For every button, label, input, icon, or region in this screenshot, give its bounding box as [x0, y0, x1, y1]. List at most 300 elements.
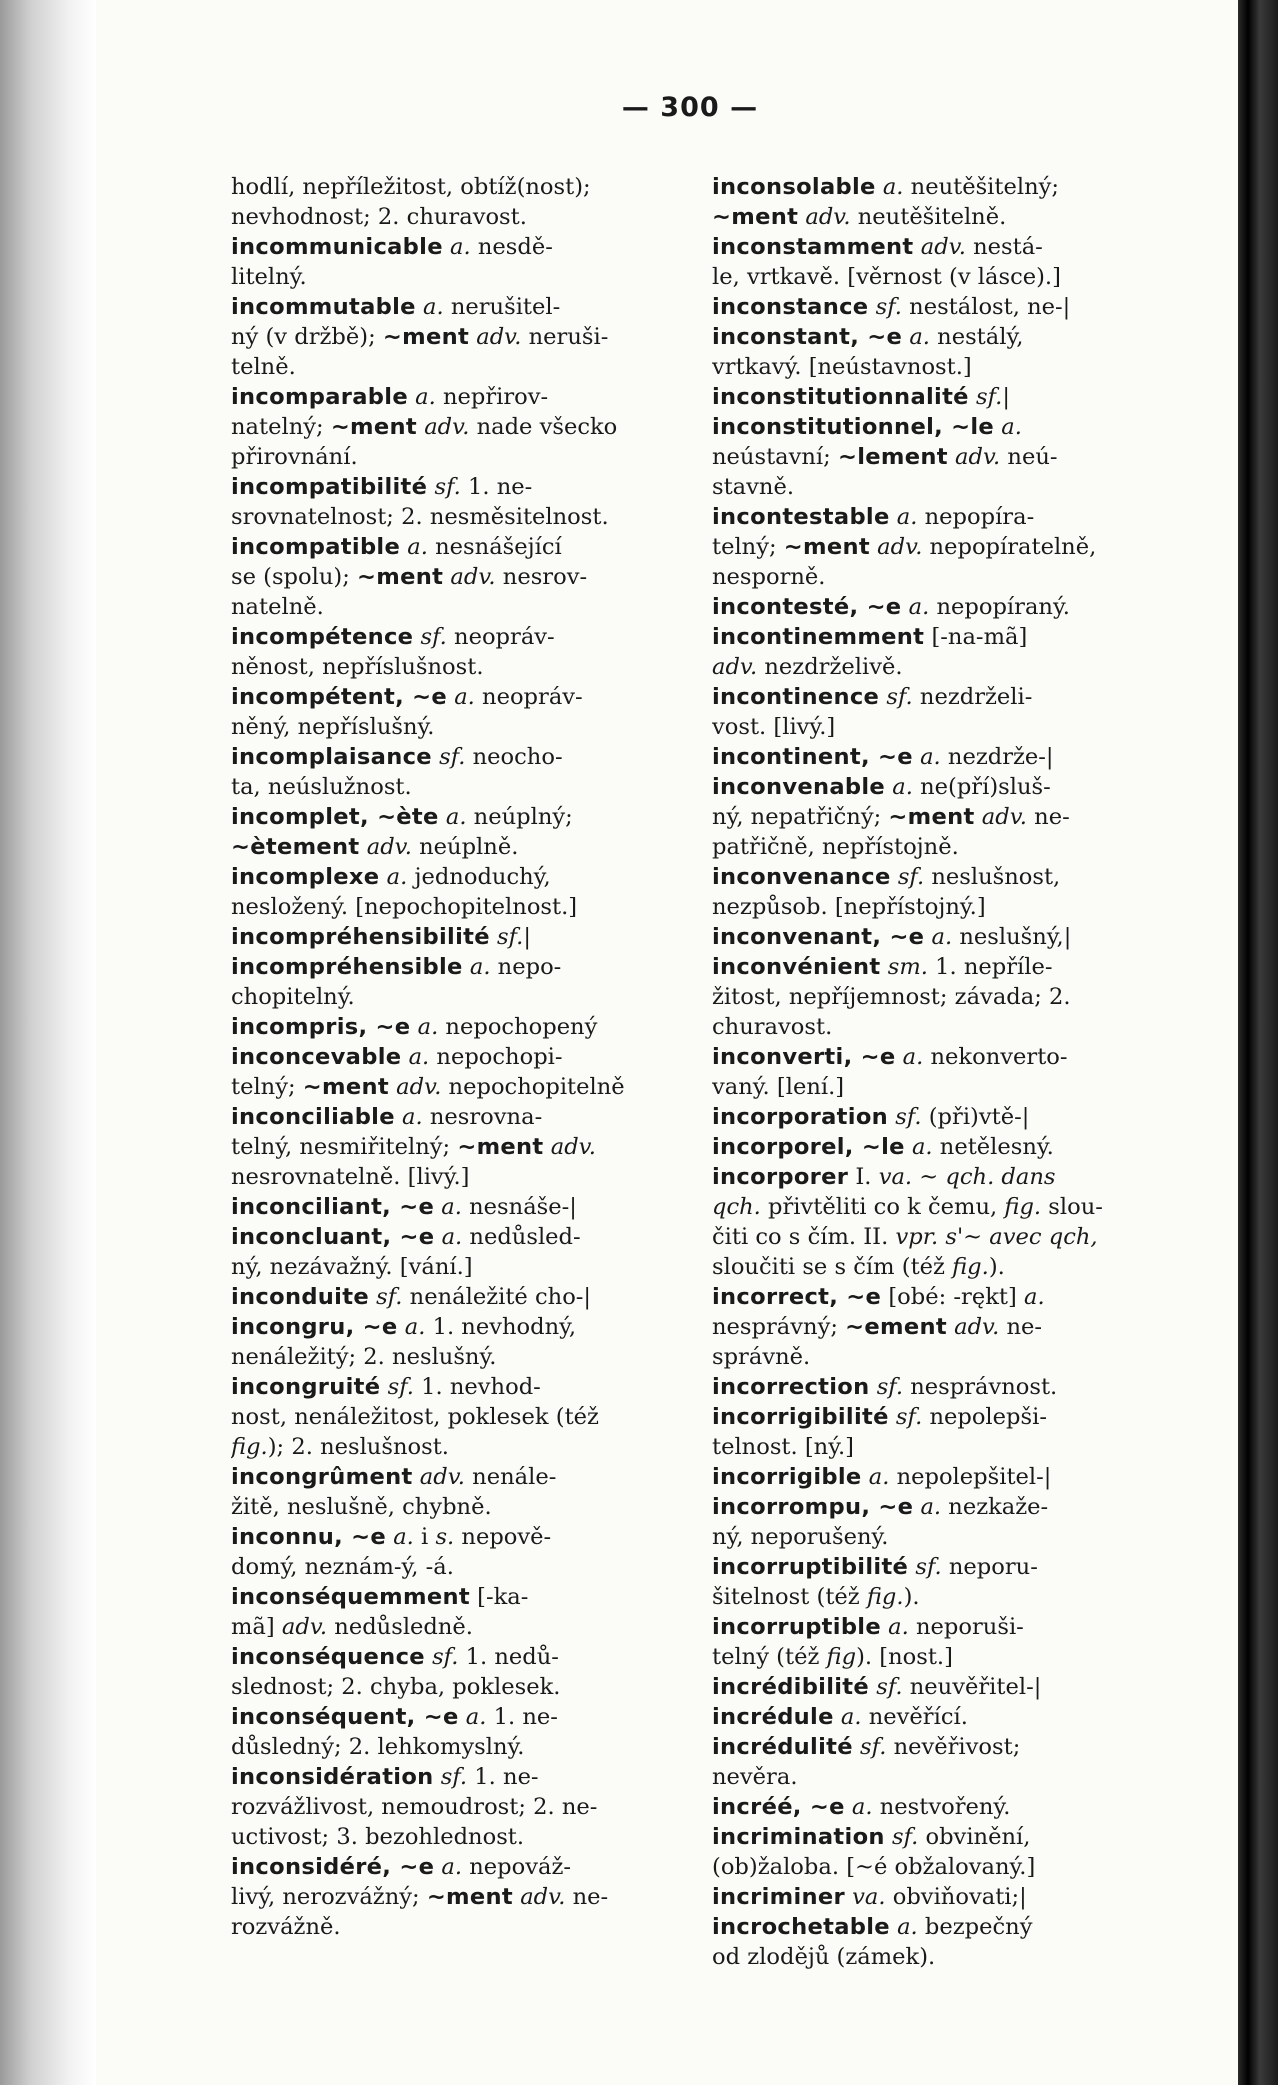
- grammar-label: a.: [469, 954, 491, 980]
- definition-text: [876, 174, 883, 200]
- dictionary-line: [231, 1732, 693, 1762]
- grammar-label: a.: [393, 1524, 414, 1550]
- grammar-label: sf.: [976, 384, 1003, 410]
- definition-text: něný, nepříslušný.: [231, 714, 435, 740]
- grammar-label: a.: [415, 384, 436, 410]
- definition-text: srovnatelnost; 2. nesměsitelnost.: [231, 504, 609, 530]
- headword: ~ment: [783, 534, 870, 560]
- definition-text: slou-: [1041, 1194, 1103, 1220]
- dictionary-line: [231, 1822, 693, 1852]
- headword: incomplexe: [231, 864, 380, 890]
- headword: ~lement: [837, 444, 948, 470]
- grammar-label: a.: [445, 804, 467, 830]
- definition-text: [890, 1914, 897, 1940]
- headword: inconvenance: [712, 864, 891, 890]
- grammar-label: a.: [404, 1314, 426, 1340]
- headword: incrimination: [712, 1824, 885, 1850]
- definition-text: neporuši-: [908, 1614, 1024, 1640]
- definition-text: 1. ne-: [486, 1704, 558, 1730]
- headword: incriminer: [712, 1884, 845, 1910]
- dictionary-line: [712, 562, 1174, 592]
- headword: ~ment: [357, 564, 444, 590]
- grammar-label: sf.: [895, 1104, 922, 1130]
- definition-text: [-ka-: [469, 1584, 529, 1610]
- scan-left-margin: [0, 0, 96, 2085]
- dictionary-line: [712, 262, 1174, 292]
- headword: ~ment: [457, 1134, 544, 1160]
- dictionary-line: [712, 352, 1174, 382]
- definition-text: [434, 1764, 441, 1790]
- dictionary-line: [231, 382, 693, 412]
- definition-text: [890, 504, 897, 530]
- headword: inconstamment: [712, 234, 914, 260]
- definition-text: 1. ne-: [467, 1764, 539, 1790]
- definition-text: ).: [903, 1584, 920, 1610]
- dictionary-line: [712, 1072, 1174, 1102]
- grammar-label: adv.: [920, 234, 966, 260]
- grammar-label: qch.: [712, 1194, 761, 1220]
- definition-text: [395, 1104, 402, 1130]
- headword: incrochetable: [712, 1914, 890, 1940]
- definition-text: [948, 444, 955, 470]
- dictionary-line: [231, 1762, 693, 1792]
- definition-text: rozvážlivost, nemoudrost; 2. ne-: [231, 1794, 598, 1820]
- definition-text: domý, neznám-ý, -á.: [231, 1554, 454, 1580]
- grammar-label: a.: [402, 1104, 423, 1130]
- definition-text: se (spolu);: [231, 564, 358, 590]
- scan-right-edge: [1238, 0, 1278, 2085]
- dictionary-line: [712, 1402, 1174, 1432]
- grammar-label: sf.: [420, 624, 447, 650]
- headword: incréé, ~e: [712, 1794, 845, 1820]
- definition-text: [895, 1044, 902, 1070]
- definition-text: [459, 1704, 466, 1730]
- definition-text: telně.: [231, 354, 296, 380]
- definition-text: nepopíratelně,: [922, 534, 1097, 560]
- grammar-label: a.: [909, 324, 930, 350]
- headword: incompatibilité: [231, 474, 428, 500]
- dictionary-line: [231, 1072, 693, 1102]
- dictionary-line: [231, 982, 693, 1012]
- grammar-label: a.: [908, 594, 930, 620]
- definition-text: ný, neporušený.: [712, 1524, 889, 1550]
- definition-text: nestálost, ne-|: [901, 294, 1071, 320]
- dictionary-line: [231, 1342, 693, 1372]
- dictionary-line: [712, 622, 1174, 652]
- headword: inconsolable: [712, 174, 876, 200]
- definition-text: slednost; 2. chyba, poklesek.: [231, 1674, 561, 1700]
- definition-text: hodlí, nepříležitost, obtíž(nost);: [231, 174, 591, 200]
- definition-text: žitě, neslušně, chybně.: [231, 1494, 492, 1520]
- definition-text: 1. nepříle-: [927, 954, 1053, 980]
- definition-text: neporu-: [941, 1554, 1038, 1580]
- definition-text: [870, 1374, 877, 1400]
- grammar-label: adv.: [419, 1464, 465, 1490]
- definition-text: 1. nevhod-: [413, 1374, 541, 1400]
- definition-text: správně.: [712, 1344, 811, 1370]
- definition-text: [924, 924, 931, 950]
- headword: incongruité: [231, 1374, 381, 1400]
- definition-text: neopráv-: [474, 684, 583, 710]
- definition-text: ne-: [565, 1884, 609, 1910]
- headword: incontinence: [712, 684, 880, 710]
- grammar-label: a.: [441, 1854, 463, 1880]
- grammar-label: a.: [902, 1044, 924, 1070]
- dictionary-line: [231, 1492, 693, 1522]
- dictionary-line: [231, 502, 693, 532]
- definition-text: nepově-: [454, 1524, 552, 1550]
- definition-text: nezdrželivě.: [757, 654, 903, 680]
- page-number: — 300 —: [621, 92, 759, 123]
- grammar-label: sf.: [895, 1404, 923, 1430]
- dictionary-line: [231, 652, 693, 682]
- grammar-label: sf.: [376, 1284, 403, 1310]
- dictionary-line: [712, 742, 1174, 772]
- headword: incorrigible: [712, 1464, 862, 1490]
- dictionary-line: [231, 1612, 693, 1642]
- headword: ~ment: [382, 324, 470, 350]
- definition-text: nenáležité cho-|: [402, 1284, 592, 1310]
- definition-text: nepopíra-: [917, 504, 1035, 530]
- definition-text: od zlodějů (zámek).: [712, 1944, 936, 1970]
- definition-text: [425, 1644, 432, 1670]
- dictionary-line: [712, 922, 1174, 952]
- definition-text: bezpečný: [917, 1914, 1033, 1940]
- headword: inconstitutionnalité: [712, 384, 969, 410]
- dictionary-line: [712, 772, 1174, 802]
- definition-text: obviňovati;|: [885, 1884, 1027, 1910]
- definition-text: vost. [livý.]: [712, 714, 836, 740]
- headword: incrédulité: [712, 1734, 853, 1760]
- definition-text: neslušnost,: [924, 864, 1061, 890]
- grammar-label: a.: [868, 1464, 890, 1490]
- dictionary-line: [231, 742, 693, 772]
- dictionary-line: [712, 1852, 1174, 1882]
- headword: inconciliant, ~e: [231, 1194, 435, 1220]
- definition-text: nesrov-: [495, 564, 588, 590]
- headword: inconduite: [231, 1284, 369, 1310]
- headword: inconnu, ~e: [231, 1524, 387, 1550]
- definition-text: [853, 1734, 860, 1760]
- definition-text: telnost. [ný.]: [712, 1434, 854, 1460]
- definition-text: ne-: [999, 1314, 1043, 1340]
- definition-text: [413, 624, 420, 650]
- dictionary-line: [712, 1522, 1174, 1552]
- grammar-label: sf.: [891, 1824, 919, 1850]
- definition-text: telný;: [712, 534, 784, 560]
- definition-text: nepochopitelně: [441, 1074, 625, 1100]
- headword: incorruptible: [712, 1614, 881, 1640]
- definition-text: nepolepšitel-|: [889, 1464, 1052, 1490]
- dictionary-line: [712, 472, 1174, 502]
- definition-text: neopráv-: [446, 624, 555, 650]
- dictionary-line: [231, 1132, 693, 1162]
- grammar-label: adv.: [955, 444, 1001, 470]
- definition-text: žitost, nepříjemnost; závada; 2.: [712, 984, 1071, 1010]
- dictionary-line: [231, 1402, 693, 1432]
- grammar-label: sf.: [876, 1374, 904, 1400]
- grammar-label: a.: [386, 864, 408, 890]
- headword: incorporation: [712, 1104, 889, 1130]
- definition-text: [obé: -rękt]: [881, 1284, 1024, 1310]
- grammar-label: a.: [920, 744, 941, 770]
- headword: incompatible: [231, 534, 401, 560]
- definition-text: i: [413, 1524, 436, 1550]
- definition-text: nenáležitý; 2. neslušný.: [231, 1344, 497, 1370]
- dictionary-line: [712, 1432, 1174, 1462]
- grammar-label: sf.: [860, 1734, 887, 1760]
- grammar-label: a.: [407, 534, 428, 560]
- grammar-label: vpr. s'~ avec qch,: [895, 1224, 1098, 1250]
- definition-text: nestálý,: [929, 324, 1024, 350]
- grammar-label: sf.: [875, 294, 902, 320]
- grammar-label: adv.: [981, 804, 1027, 830]
- definition-text: [889, 1404, 896, 1430]
- dictionary-line: [712, 322, 1174, 352]
- definition-text: rozvážně.: [231, 1914, 341, 1940]
- definition-text: [891, 864, 898, 890]
- headword: ~ètement: [231, 834, 360, 860]
- definition-text: |: [1002, 384, 1010, 410]
- dictionary-line: [231, 202, 693, 232]
- grammar-label: a.: [920, 1494, 942, 1520]
- headword: incorrigibilité: [712, 1404, 889, 1430]
- definition-text: nesprávný;: [712, 1314, 846, 1340]
- dictionary-line: [712, 1792, 1174, 1822]
- grammar-label: a.: [417, 1014, 439, 1040]
- dictionary-line: [231, 622, 693, 652]
- definition-text: [398, 1314, 405, 1340]
- grammar-label: a.: [450, 234, 471, 260]
- dictionary-line: [712, 1492, 1174, 1522]
- grammar-label: a.: [892, 774, 913, 800]
- headword: inconcluant, ~e: [231, 1224, 435, 1250]
- definition-text: neutěšitelně.: [850, 204, 1007, 230]
- headword: incomplet, ~ète: [231, 804, 439, 830]
- definition-text: [490, 924, 497, 950]
- grammar-label: sf.: [897, 864, 925, 890]
- definition-text: vaný. [lení.]: [712, 1074, 845, 1100]
- definition-text: jednoduchý,: [407, 864, 551, 890]
- headword: incomparable: [231, 384, 408, 410]
- dictionary-line: [231, 892, 693, 922]
- grammar-label: a.: [851, 1794, 873, 1820]
- definition-text: [544, 1134, 551, 1160]
- headword: incontesté, ~e: [712, 594, 902, 620]
- definition-text: [975, 804, 982, 830]
- dictionary-line: [712, 1372, 1174, 1402]
- grammar-label: a.: [441, 1194, 462, 1220]
- dictionary-line: [231, 1702, 693, 1732]
- definition-text: natelně.: [231, 594, 324, 620]
- headword: inconsidéré, ~e: [231, 1854, 435, 1880]
- dictionary-line: [231, 472, 693, 502]
- headword: incompréhensible: [231, 954, 463, 980]
- definition-text: nevěřivost;: [886, 1734, 1021, 1760]
- definition-text: ný, nezávažný. [vání.]: [231, 1254, 473, 1280]
- grammar-label: a.: [931, 924, 953, 950]
- dictionary-line: [712, 892, 1174, 922]
- dictionary-line: [231, 232, 693, 262]
- definition-text: nenále-: [464, 1464, 557, 1490]
- headword: incontestable: [712, 504, 890, 530]
- dictionary-line: [712, 382, 1174, 412]
- definition-text: [-na-mã]: [924, 624, 1028, 650]
- headword: inconvenant, ~e: [712, 924, 925, 950]
- dictionary-line: [712, 592, 1174, 622]
- dictionary-line: [231, 1042, 693, 1072]
- dictionary-line: [231, 1372, 693, 1402]
- dictionary-line: [231, 1162, 693, 1192]
- dictionary-line: [231, 592, 693, 622]
- definition-text: nesnáše-|: [461, 1194, 577, 1220]
- definition-text: nedůsledně.: [327, 1614, 473, 1640]
- dictionary-line: [712, 1912, 1174, 1942]
- definition-text: natelný;: [231, 414, 331, 440]
- grammar-label: adv.: [366, 834, 412, 860]
- definition-text: nezdrželi-: [912, 684, 1033, 710]
- definition-text: litelný.: [231, 264, 307, 290]
- definition-text: nekonverto-: [923, 1044, 1068, 1070]
- headword: incontinemment: [712, 624, 925, 650]
- headword: inconstance: [712, 294, 869, 320]
- dictionary-line: [231, 532, 693, 562]
- headword: ~ment: [302, 1074, 389, 1100]
- dictionary-line: [712, 1012, 1174, 1042]
- dictionary-line: [712, 412, 1174, 442]
- grammar-label: adv.: [712, 654, 758, 680]
- definition-text: nezdrže-|: [940, 744, 1054, 770]
- dictionary-line: [231, 1882, 693, 1912]
- definition-text: [914, 234, 921, 260]
- definition-text: [881, 954, 888, 980]
- headword: incorrompu, ~e: [712, 1494, 914, 1520]
- definition-text: [401, 1044, 408, 1070]
- definition-text: nestá-: [965, 234, 1043, 260]
- definition-text: [969, 384, 976, 410]
- dictionary-line: [712, 172, 1174, 202]
- definition-text: le, vrtkavě. [věrnost (v lásce).]: [712, 264, 1061, 290]
- dictionary-line: [231, 1792, 693, 1822]
- grammar-label: fig.: [1004, 1194, 1042, 1220]
- dictionary-line: [231, 262, 693, 292]
- definition-text: churavost.: [712, 1014, 833, 1040]
- dictionary-line: [231, 1312, 693, 1342]
- dictionary-line: [712, 1132, 1174, 1162]
- definition-text: patřičně, nepřístojně.: [712, 834, 959, 860]
- grammar-label: a.: [840, 1704, 862, 1730]
- definition-text: [868, 294, 875, 320]
- dictionary-line: [231, 1642, 693, 1672]
- headword: ~ment: [426, 1884, 514, 1910]
- definition-text: uctivost; 3. bezohlednost.: [231, 1824, 525, 1850]
- headword: inconséquence: [231, 1644, 425, 1670]
- definition-text: 1. nevhodný,: [425, 1314, 577, 1340]
- dictionary-line: [712, 502, 1174, 532]
- right-column: [712, 172, 1174, 1972]
- definition-text: chopitelný.: [231, 984, 355, 1010]
- grammar-label: sf.: [387, 1374, 414, 1400]
- grammar-label: sf.: [440, 1764, 468, 1790]
- headword: incompétence: [231, 624, 414, 650]
- definition-text: ); 2. neslušnost.: [267, 1434, 449, 1460]
- headword: inconséquent, ~e: [231, 1704, 459, 1730]
- grammar-label: adv.: [520, 1884, 566, 1910]
- definition-text: nost, nenáležitost, poklesek (též: [231, 1404, 599, 1430]
- grammar-label: sf.: [432, 1644, 459, 1670]
- definition-text: stavně.: [712, 474, 795, 500]
- dictionary-line: [712, 1762, 1174, 1792]
- grammar-label: a.: [896, 504, 918, 530]
- dictionary-line: [231, 292, 693, 322]
- definition-text: telný;: [231, 1074, 303, 1100]
- grammar-label: adv.: [954, 1314, 1000, 1340]
- definition-text: [845, 1794, 852, 1820]
- dictionary-line: [712, 832, 1174, 862]
- definition-text: [901, 594, 908, 620]
- grammar-label: va. ~ qch. dans: [878, 1164, 1056, 1190]
- dictionary-line: [712, 202, 1174, 232]
- headword: ~ment: [888, 804, 975, 830]
- grammar-label: a.: [441, 1224, 463, 1250]
- dictionary-line: [231, 832, 693, 862]
- dictionary-line: [712, 1642, 1174, 1672]
- definition-text: neuvěřitel-|: [902, 1674, 1042, 1700]
- definition-text: ne-: [1026, 804, 1070, 830]
- definition-text: telný (též: [712, 1644, 827, 1670]
- definition-text: [416, 294, 423, 320]
- headword: incompréhensibilité: [231, 924, 490, 950]
- definition-text: nesdě-: [470, 234, 553, 260]
- grammar-label: adv.: [476, 324, 522, 350]
- dictionary-line: [231, 1222, 693, 1252]
- dictionary-line: [231, 1252, 693, 1282]
- definition-text: neslušný,|: [952, 924, 1072, 950]
- definition-text: neúplný;: [466, 804, 573, 830]
- headword: incongru, ~e: [231, 1314, 398, 1340]
- definition-text: ný, nepatřičný;: [712, 804, 889, 830]
- dictionary-line: [712, 952, 1174, 982]
- headword: inconvenable: [712, 774, 886, 800]
- dictionary-line: [712, 1282, 1174, 1312]
- headword: incompris, ~e: [231, 1014, 411, 1040]
- dictionary-line: [231, 772, 693, 802]
- dictionary-line: [231, 1192, 693, 1222]
- definition-text: nezkaže-: [941, 1494, 1049, 1520]
- grammar-label: fig: [826, 1644, 857, 1670]
- headword: incongrûment: [231, 1464, 413, 1490]
- grammar-label: adv.: [450, 564, 496, 590]
- headword: inconvénient: [712, 954, 881, 980]
- definition-text: [905, 1134, 912, 1160]
- definition-text: nezpůsob. [nepřístojný.]: [712, 894, 986, 920]
- dictionary-line: [712, 712, 1174, 742]
- dictionary-line: [712, 1252, 1174, 1282]
- dictionary-line: [712, 1162, 1174, 1192]
- definition-text: (ob)žaloba. [~é obžalovaný.]: [712, 1854, 1036, 1880]
- headword: incorporer: [712, 1164, 849, 1190]
- dictionary-line: [231, 952, 693, 982]
- definition-text: livý, nerozvážný;: [231, 1884, 427, 1910]
- dictionary-line: [712, 1042, 1174, 1072]
- definition-text: nade všecko: [469, 414, 618, 440]
- headword: inconstant, ~e: [712, 324, 903, 350]
- dictionary-line: [712, 442, 1174, 472]
- definition-text: 1. nedů-: [458, 1644, 559, 1670]
- dictionary-line: [231, 442, 693, 472]
- definition-text: [380, 1374, 387, 1400]
- headword: incommutable: [231, 294, 416, 320]
